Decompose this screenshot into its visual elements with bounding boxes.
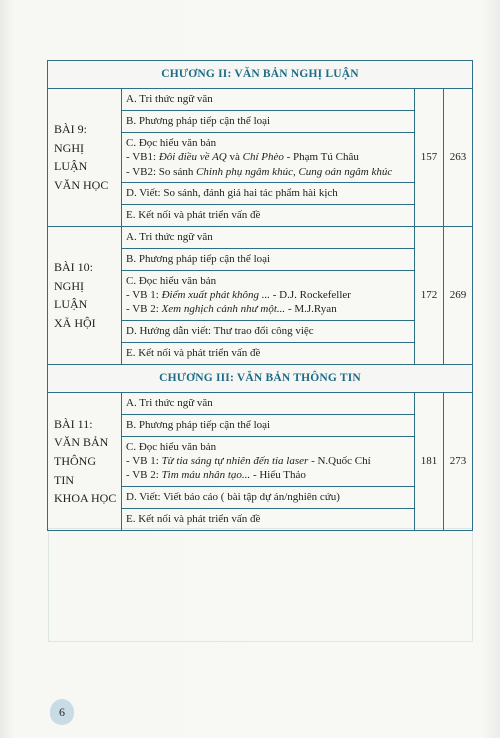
list-item: E. Kết nối và phát triển vấn đề: [122, 204, 415, 226]
work-title: Điểm xuất phát không ...: [161, 289, 271, 302]
author: - N.Quốc Chí: [308, 455, 371, 468]
list-item: E. Kết nối và phát triển vấn đề: [122, 508, 415, 530]
list-item: B. Phương pháp tiếp cận thể loại: [122, 248, 415, 270]
lesson-title-line: XÃ HỘI: [54, 315, 96, 330]
lesson-title-line: VĂN BẢN: [54, 435, 109, 450]
work-title: Đôi điều về AQ: [158, 151, 227, 164]
text-connector: và: [226, 151, 243, 164]
list-item: D. Hướng dẫn viết: Thư trao đổi công việc: [122, 320, 415, 342]
work-title: Chí Phèo: [242, 151, 284, 164]
list-item: B. Phương pháp tiếp cận thể loại: [122, 414, 415, 436]
table-row: [48, 226, 473, 248]
list-item: [122, 270, 415, 320]
lesson-name: [48, 226, 122, 364]
list-item: B. Phương pháp tiếp cận thể loại: [122, 111, 415, 133]
lesson-title-line: NGHỊ LUẬN: [54, 278, 88, 312]
lesson-title-line: NGHỊ LUẬN: [54, 140, 88, 174]
page-number-badge: [50, 699, 74, 725]
table-row: [48, 392, 473, 414]
text-prefix: - VB 1:: [126, 289, 162, 302]
page-start: 172: [415, 226, 444, 364]
section-title: C. Đọc hiểu văn bản: [126, 274, 217, 287]
list-item: A. Tri thức ngữ văn: [122, 226, 415, 248]
table-row: [48, 89, 473, 111]
reading-text-1: [126, 288, 410, 302]
page-start: 181: [415, 392, 444, 530]
lesson-title-line: VĂN HỌC: [54, 178, 109, 193]
page-number: 6: [59, 705, 65, 719]
reading-text-2: [126, 165, 410, 179]
lesson-title-line: THÔNG TIN: [54, 453, 96, 487]
chapter-header-row: [48, 61, 473, 89]
work-title: Xem nghịch cảnh như một...: [161, 303, 286, 316]
list-item: D. Viết: So sánh, đánh giá hai tác phẩm hài kịch: [122, 182, 415, 204]
author: - Phạm Tú Châu: [283, 151, 359, 164]
table-of-contents: [47, 60, 473, 531]
chapter-header-row: [48, 364, 473, 392]
list-item: [122, 436, 415, 486]
lesson-name: [48, 392, 122, 530]
work-title: Chinh phụ ngâm khúc, Cung oán ngâm khúc: [196, 165, 393, 178]
chapter-title: CHƯƠNG III: VĂN BẢN THÔNG TIN: [48, 364, 473, 392]
author: - Hiếu Thảo: [250, 469, 306, 482]
page-start: 157: [415, 89, 444, 227]
page-end: 269: [444, 226, 473, 364]
author: - M.J.Ryan: [285, 303, 337, 316]
lesson-name: [48, 89, 122, 227]
text-prefix: - VB2: So sánh: [126, 165, 197, 178]
lesson-title-line: KHOA HỌC: [54, 491, 117, 506]
author: - D.J. Rockefeller: [270, 289, 351, 302]
reading-text-1: [126, 454, 410, 468]
lesson-number: BÀI 10:: [54, 260, 93, 275]
lesson-number: BÀI 11:: [54, 416, 93, 431]
reading-text-2: [126, 468, 410, 482]
text-prefix: - VB1:: [126, 151, 159, 164]
list-item: A. Tri thức ngữ văn: [122, 392, 415, 414]
list-item: [122, 133, 415, 183]
page-end: 263: [444, 89, 473, 227]
text-prefix: - VB 2:: [126, 469, 162, 482]
list-item: E. Kết nối và phát triển vấn đề: [122, 342, 415, 364]
chapter-title: CHƯƠNG II: VĂN BẢN NGHỊ LUẬN: [48, 61, 473, 89]
work-title: Từ tia sáng tự nhiên đến tia laser: [161, 455, 309, 468]
text-prefix: - VB 2:: [126, 303, 162, 316]
section-title: C. Đọc hiểu văn bản: [126, 440, 217, 453]
show-through-shadow: [48, 528, 473, 642]
reading-text-1: [126, 150, 410, 164]
lesson-number: BÀI 9:: [54, 122, 87, 137]
section-title: C. Đọc hiểu văn bản: [126, 137, 217, 149]
reading-text-2: [126, 302, 410, 316]
list-item: D. Viết: Viết báo cáo ( bài tập dự án/nghiên cứu): [122, 486, 415, 508]
page-end: 273: [444, 392, 473, 530]
list-item: A. Tri thức ngữ văn: [122, 89, 415, 111]
work-title: Tìm máu nhân tạo...: [161, 469, 251, 482]
text-prefix: - VB 1:: [126, 455, 162, 468]
